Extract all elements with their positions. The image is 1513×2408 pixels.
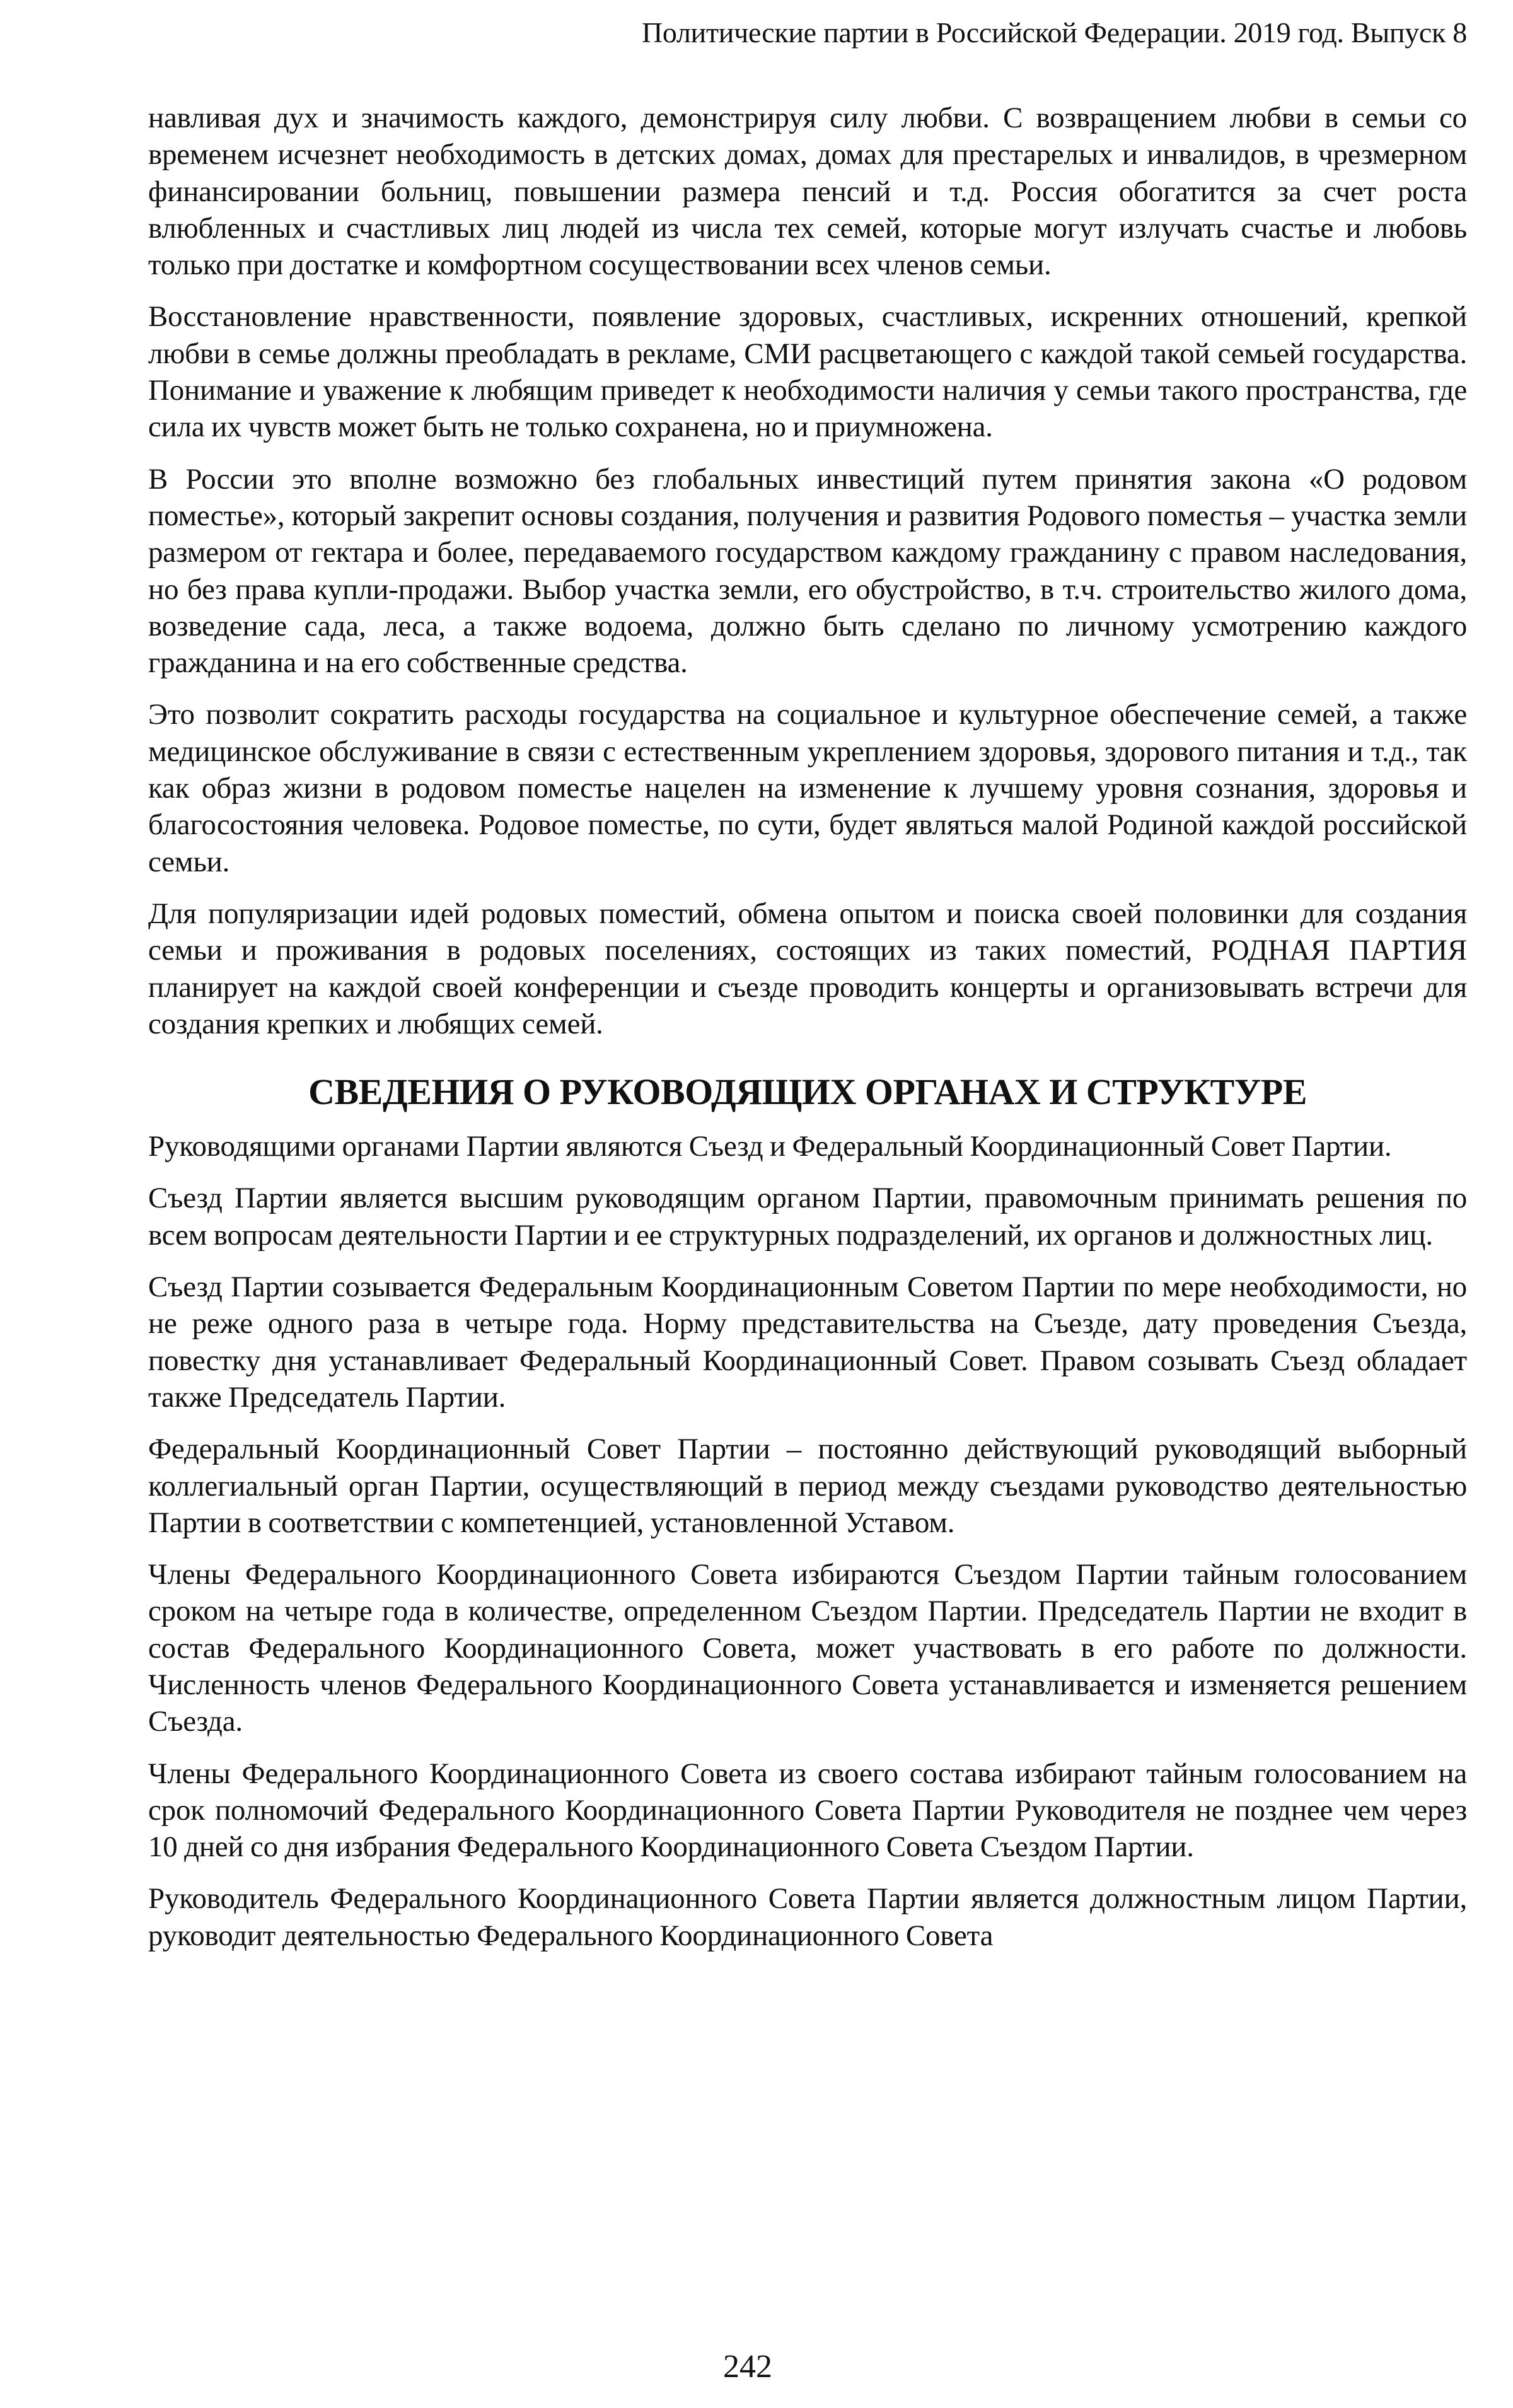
- paragraph: Съезд Партии является высшим руководящим органом Партии, правомочным принимать решения по всем вопросам деятельности Партии и ее структурных подразделений, их органов и должностных лиц.: [148, 1182, 1467, 1252]
- section-heading: СВЕДЕНИЯ О РУКОВОДЯЩИХ ОРГАНАХ И СТРУКТУРЕ: [308, 1071, 1307, 1113]
- page-body: [148, 100, 1467, 1969]
- paragraph: Руководитель Федерального Координационного Совета Партии является должностным лицом Партии, руководит деятельностью Федерального Координационного Совета: [148, 1882, 1467, 1952]
- paragraph: Для популяризации идей родовых поместий, обмена опытом и поиска своей половинки для создания семьи и проживания в родовых поселениях, состоящих из таких поместий, РОДНАЯ ПАРТИЯ планирует на каждой своей конференции и съезде проводить концерты и организовывать встречи для создания крепких и любящих семей.: [148, 897, 1467, 1040]
- paragraph: Это позволит сократить расходы государства на социальное и культурное обеспечение семей, а также медицинское обслуживание в связи с естественным укреплением здоровья, здорового питания и т.д., так как образ жизни в родовом поместье нацелен на изменение к лучшему уровня сознания, здоровья и благосостояния человека. Родовое поместье, по сути, будет являться малой Родиной каждой российской семьи.: [148, 698, 1467, 878]
- running-header: Политические партии в Российской Федерации. 2019 год. Выпуск 8: [642, 16, 1467, 49]
- paragraph: навливая дух и значимость каждого, демонстрируя силу любви. С возвращением любви в семьи со временем исчезнет необходимость в детских домах, домах для престарелых и инвалидов, в чрезмерном финансировании больниц, повышении размера пенсий и т.д. Россия обогатится за счет роста влюбленных и счастливых лиц людей из числа тех семей, которые могут излучать счастье и любовь только при достатке и комфортном сосуществовании всех членов семьи.: [148, 102, 1467, 282]
- paragraph: Съезд Партии созывается Федеральным Координационным Советом Партии по мере необходимости, но не реже одного раза в четыре года. Норму представительства на Съезде, дату проведения Съезда, повестку дня устанавливает Федеральный Координационный Совет. Правом созывать Съезд обладает также Председатель Партии.: [148, 1271, 1467, 1414]
- paragraph: Восстановление нравственности, появление здоровых, счастливых, искренних отношений, крепкой любви в семье должны преобладать в рекламе, СМИ расцветающего с каждой такой семьей государства. Понимание и уважение к любящим приведет к необходимости наличия у семьи такого пространства, где сила их чувств может быть не только сохранена, но и приумножена.: [148, 300, 1467, 444]
- paragraph: Федеральный Координационный Совет Партии – постоянно действующий руководящий выборный коллегиальный орган Партии, осуществляющий в период между съездами руководство деятельностью Партии в соответствии с компетенцией, установленной Уставом.: [148, 1433, 1467, 1539]
- paragraph: Руководящими органами Партии являются Съезд и Федеральный Координационный Совет Партии.: [148, 1130, 1392, 1163]
- paragraph: В России это вполне возможно без глобальных инвестиций путем принятия закона «О родовом поместье», который закрепит основы создания, получения и развития Родового поместья – участка земли размером от гектара и более, передаваемого государством каждому гражданину с правом наследования, но без права купли-продажи. Выбор участка земли, его обустройство, в т.ч. строительство жилого дома, возведение сада, леса, а также водоема, должно быть сделано по личному усмотрению каждого гражданина и на его собственные средства.: [148, 462, 1467, 680]
- paragraph: Члены Федерального Координационного Совета из своего состава избирают тайным голосованием на срок полномочий Федерального Координационного Совета Партии Руководителя не позднее чем через 10 дней со дня избрания Федерального Координационного Совета Съездом Партии.: [148, 1757, 1467, 1864]
- paragraph: Члены Федерального Координационного Совета избираются Съездом Партии тайным голосованием сроком на четыре года в количестве, определенном Съездом Партии. Председатель Партии не входит в состав Федерального Координационного Совета, может участвовать в его работе по должности. Численность членов Федерального Координационного Совета устанавливается и изменяется решением Съезда.: [148, 1558, 1467, 1738]
- page-number: 242: [723, 2349, 772, 2385]
